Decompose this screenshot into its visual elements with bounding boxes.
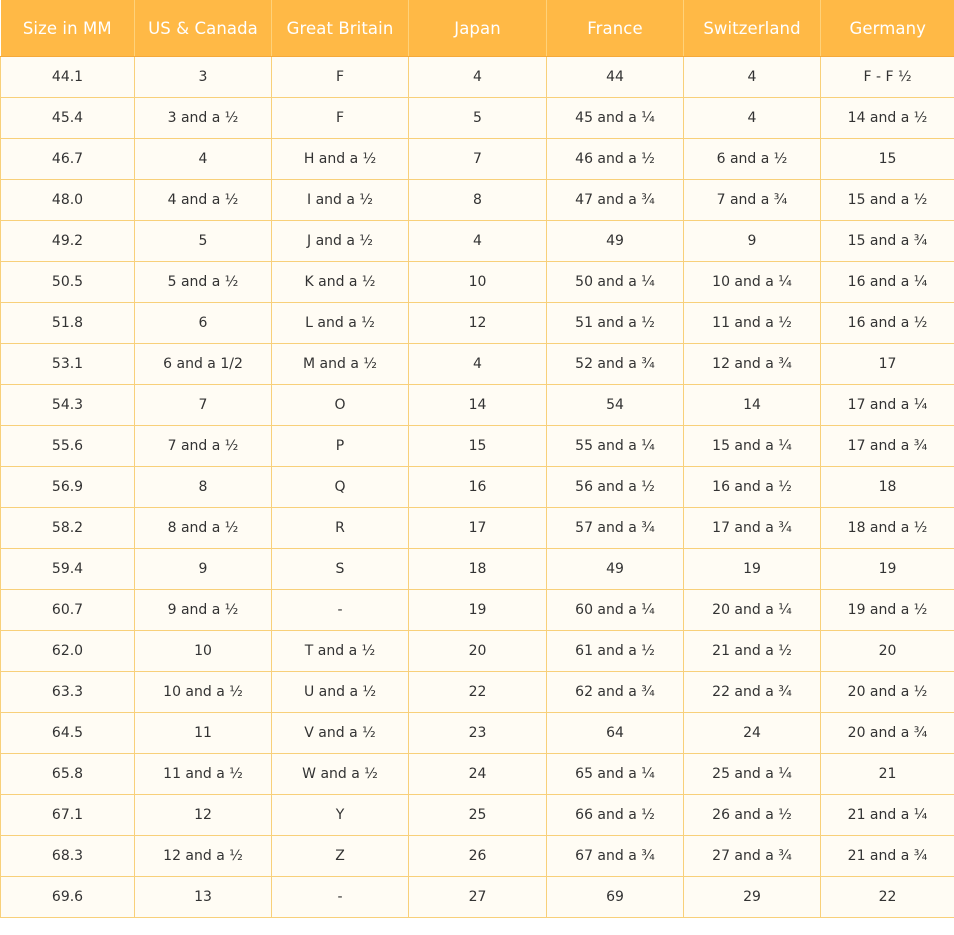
table-row xyxy=(1,57,954,98)
cell-switzerland: 17 and a ¾ xyxy=(684,508,821,549)
cell-france: 67 and a ¾ xyxy=(547,836,684,877)
cell-germany: 20 and a ½ xyxy=(821,672,954,713)
cell-switzerland: 26 and a ½ xyxy=(684,795,821,836)
cell-germany: 21 xyxy=(821,754,954,795)
cell-switzerland: 29 xyxy=(684,877,821,918)
table-row xyxy=(1,467,954,508)
cell-switzerland: 12 and a ¾ xyxy=(684,344,821,385)
cell-japan: 5 xyxy=(409,98,547,139)
cell-great-britain: H and a ½ xyxy=(272,139,409,180)
cell-japan: 26 xyxy=(409,836,547,877)
cell-us-canada: 6 and a 1/2 xyxy=(135,344,272,385)
cell-great-britain: - xyxy=(272,877,409,918)
header-row xyxy=(1,0,954,57)
cell-germany: 19 and a ½ xyxy=(821,590,954,631)
cell-great-britain: - xyxy=(272,590,409,631)
cell-france: 50 and a ¼ xyxy=(547,262,684,303)
cell-france: 49 xyxy=(547,549,684,590)
cell-france: 61 and a ½ xyxy=(547,631,684,672)
cell-switzerland: 14 xyxy=(684,385,821,426)
table-row xyxy=(1,221,954,262)
cell-us-canada: 6 xyxy=(135,303,272,344)
cell-france: 44 xyxy=(547,57,684,98)
cell-us-canada: 7 and a ½ xyxy=(135,426,272,467)
cell-us-canada: 5 xyxy=(135,221,272,262)
cell-size-mm: 48.0 xyxy=(1,180,135,221)
cell-germany: 16 and a ¼ xyxy=(821,262,954,303)
cell-great-britain: Z xyxy=(272,836,409,877)
cell-switzerland: 20 and a ¼ xyxy=(684,590,821,631)
cell-germany: 17 and a ¼ xyxy=(821,385,954,426)
cell-switzerland: 15 and a ¼ xyxy=(684,426,821,467)
cell-japan: 17 xyxy=(409,508,547,549)
table-row xyxy=(1,549,954,590)
cell-size-mm: 45.4 xyxy=(1,98,135,139)
table-row xyxy=(1,672,954,713)
table-row xyxy=(1,385,954,426)
cell-size-mm: 69.6 xyxy=(1,877,135,918)
cell-switzerland: 21 and a ½ xyxy=(684,631,821,672)
cell-us-canada: 11 xyxy=(135,713,272,754)
cell-japan: 18 xyxy=(409,549,547,590)
table-row xyxy=(1,590,954,631)
cell-japan: 10 xyxy=(409,262,547,303)
cell-us-canada: 12 xyxy=(135,795,272,836)
cell-france: 52 and a ¾ xyxy=(547,344,684,385)
cell-switzerland: 9 xyxy=(684,221,821,262)
cell-us-canada: 8 xyxy=(135,467,272,508)
cell-france: 46 and a ½ xyxy=(547,139,684,180)
cell-size-mm: 67.1 xyxy=(1,795,135,836)
cell-great-britain: Q xyxy=(272,467,409,508)
cell-germany: 15 and a ½ xyxy=(821,180,954,221)
cell-switzerland: 4 xyxy=(684,57,821,98)
cell-us-canada: 8 and a ½ xyxy=(135,508,272,549)
cell-switzerland: 6 and a ½ xyxy=(684,139,821,180)
cell-us-canada: 7 xyxy=(135,385,272,426)
cell-size-mm: 64.5 xyxy=(1,713,135,754)
header-us-canada: US & Canada xyxy=(135,0,272,57)
cell-great-britain: L and a ½ xyxy=(272,303,409,344)
header-great-britain: Great Britain xyxy=(272,0,409,57)
cell-size-mm: 58.2 xyxy=(1,508,135,549)
cell-us-canada: 4 xyxy=(135,139,272,180)
cell-germany: 20 xyxy=(821,631,954,672)
table-row xyxy=(1,877,954,918)
cell-size-mm: 60.7 xyxy=(1,590,135,631)
cell-great-britain: M and a ½ xyxy=(272,344,409,385)
cell-great-britain: F xyxy=(272,98,409,139)
cell-great-britain: I and a ½ xyxy=(272,180,409,221)
cell-japan: 16 xyxy=(409,467,547,508)
cell-great-britain: P xyxy=(272,426,409,467)
cell-france: 45 and a ¼ xyxy=(547,98,684,139)
cell-japan: 8 xyxy=(409,180,547,221)
cell-great-britain: V and a ½ xyxy=(272,713,409,754)
table-body xyxy=(1,57,954,918)
cell-france: 69 xyxy=(547,877,684,918)
header-france: France xyxy=(547,0,684,57)
cell-great-britain: K and a ½ xyxy=(272,262,409,303)
table-row xyxy=(1,836,954,877)
cell-japan: 23 xyxy=(409,713,547,754)
table-row xyxy=(1,98,954,139)
cell-us-canada: 3 xyxy=(135,57,272,98)
table-row xyxy=(1,754,954,795)
cell-switzerland: 24 xyxy=(684,713,821,754)
cell-japan: 4 xyxy=(409,57,547,98)
cell-size-mm: 55.6 xyxy=(1,426,135,467)
cell-us-canada: 4 and a ½ xyxy=(135,180,272,221)
cell-japan: 20 xyxy=(409,631,547,672)
cell-size-mm: 63.3 xyxy=(1,672,135,713)
cell-germany: 21 and a ¾ xyxy=(821,836,954,877)
cell-great-britain: W and a ½ xyxy=(272,754,409,795)
cell-france: 51 and a ½ xyxy=(547,303,684,344)
cell-france: 49 xyxy=(547,221,684,262)
cell-france: 66 and a ½ xyxy=(547,795,684,836)
cell-size-mm: 54.3 xyxy=(1,385,135,426)
table-header xyxy=(1,0,954,57)
header-switzerland: Switzerland xyxy=(684,0,821,57)
cell-germany: 18 xyxy=(821,467,954,508)
cell-france: 56 and a ½ xyxy=(547,467,684,508)
cell-us-canada: 13 xyxy=(135,877,272,918)
header-size-in-mm: Size in MM xyxy=(1,0,135,57)
cell-france: 55 and a ¼ xyxy=(547,426,684,467)
cell-germany: 15 and a ¾ xyxy=(821,221,954,262)
cell-us-canada: 10 xyxy=(135,631,272,672)
cell-france: 54 xyxy=(547,385,684,426)
table-row xyxy=(1,795,954,836)
cell-japan: 27 xyxy=(409,877,547,918)
cell-size-mm: 65.8 xyxy=(1,754,135,795)
cell-size-mm: 51.8 xyxy=(1,303,135,344)
cell-japan: 24 xyxy=(409,754,547,795)
cell-germany: 21 and a ¼ xyxy=(821,795,954,836)
cell-size-mm: 50.5 xyxy=(1,262,135,303)
cell-japan: 22 xyxy=(409,672,547,713)
table-row xyxy=(1,426,954,467)
cell-great-britain: F xyxy=(272,57,409,98)
cell-japan: 7 xyxy=(409,139,547,180)
cell-germany: 18 and a ½ xyxy=(821,508,954,549)
cell-us-canada: 10 and a ½ xyxy=(135,672,272,713)
cell-size-mm: 62.0 xyxy=(1,631,135,672)
cell-germany: 17 and a ¾ xyxy=(821,426,954,467)
cell-great-britain: O xyxy=(272,385,409,426)
cell-great-britain: Y xyxy=(272,795,409,836)
cell-germany: 17 xyxy=(821,344,954,385)
cell-size-mm: 59.4 xyxy=(1,549,135,590)
cell-great-britain: S xyxy=(272,549,409,590)
table-row xyxy=(1,303,954,344)
cell-great-britain: J and a ½ xyxy=(272,221,409,262)
cell-france: 64 xyxy=(547,713,684,754)
cell-japan: 25 xyxy=(409,795,547,836)
table-row xyxy=(1,631,954,672)
cell-france: 62 and a ¾ xyxy=(547,672,684,713)
cell-germany: 15 xyxy=(821,139,954,180)
cell-switzerland: 4 xyxy=(684,98,821,139)
cell-us-canada: 11 and a ½ xyxy=(135,754,272,795)
cell-us-canada: 9 and a ½ xyxy=(135,590,272,631)
cell-size-mm: 56.9 xyxy=(1,467,135,508)
cell-germany: 16 and a ½ xyxy=(821,303,954,344)
cell-germany: 22 xyxy=(821,877,954,918)
cell-switzerland: 16 and a ½ xyxy=(684,467,821,508)
cell-us-canada: 9 xyxy=(135,549,272,590)
table-row xyxy=(1,180,954,221)
cell-great-britain: U and a ½ xyxy=(272,672,409,713)
cell-great-britain: T and a ½ xyxy=(272,631,409,672)
cell-us-canada: 3 and a ½ xyxy=(135,98,272,139)
table-row xyxy=(1,139,954,180)
cell-great-britain: R xyxy=(272,508,409,549)
cell-japan: 15 xyxy=(409,426,547,467)
cell-us-canada: 5 and a ½ xyxy=(135,262,272,303)
cell-size-mm: 49.2 xyxy=(1,221,135,262)
cell-japan: 14 xyxy=(409,385,547,426)
cell-switzerland: 19 xyxy=(684,549,821,590)
cell-japan: 4 xyxy=(409,344,547,385)
table-row xyxy=(1,262,954,303)
header-germany: Germany xyxy=(821,0,954,57)
cell-size-mm: 46.7 xyxy=(1,139,135,180)
cell-japan: 12 xyxy=(409,303,547,344)
table-row xyxy=(1,344,954,385)
cell-us-canada: 12 and a ½ xyxy=(135,836,272,877)
cell-size-mm: 44.1 xyxy=(1,57,135,98)
table-row xyxy=(1,713,954,754)
cell-france: 47 and a ¾ xyxy=(547,180,684,221)
cell-france: 60 and a ¼ xyxy=(547,590,684,631)
cell-switzerland: 27 and a ¾ xyxy=(684,836,821,877)
table-row xyxy=(1,508,954,549)
cell-size-mm: 53.1 xyxy=(1,344,135,385)
cell-switzerland: 7 and a ¾ xyxy=(684,180,821,221)
cell-switzerland: 25 and a ¼ xyxy=(684,754,821,795)
cell-japan: 19 xyxy=(409,590,547,631)
cell-switzerland: 10 and a ¼ xyxy=(684,262,821,303)
cell-germany: 19 xyxy=(821,549,954,590)
header-japan: Japan xyxy=(409,0,547,57)
cell-germany: 14 and a ½ xyxy=(821,98,954,139)
cell-japan: 4 xyxy=(409,221,547,262)
cell-germany: F - F ½ xyxy=(821,57,954,98)
cell-germany: 20 and a ¾ xyxy=(821,713,954,754)
cell-switzerland: 11 and a ½ xyxy=(684,303,821,344)
cell-france: 65 and a ¼ xyxy=(547,754,684,795)
cell-france: 57 and a ¾ xyxy=(547,508,684,549)
cell-switzerland: 22 and a ¾ xyxy=(684,672,821,713)
cell-size-mm: 68.3 xyxy=(1,836,135,877)
